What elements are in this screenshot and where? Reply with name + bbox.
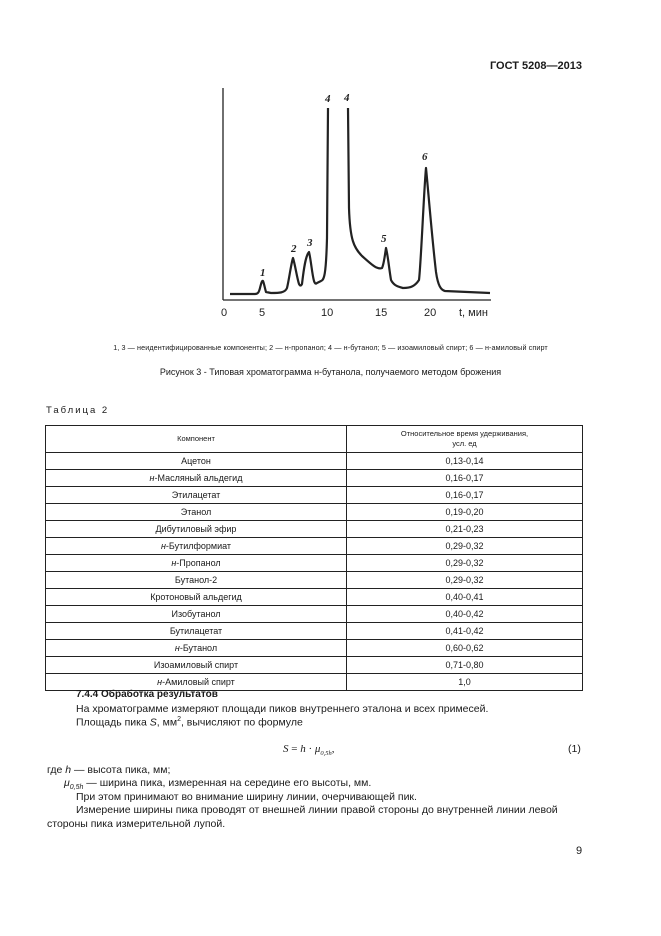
table-row xyxy=(46,606,583,623)
table-row xyxy=(46,572,583,589)
table-row xyxy=(46,640,583,657)
tick-label-20: 20 xyxy=(424,307,437,319)
peak-label-3: 3 xyxy=(307,237,313,249)
mu-definition: $\mu_{0,5h}$ — ширина пика, измеренная на середине его высоты, мм. xyxy=(64,777,372,792)
table-row xyxy=(46,657,583,674)
retention-time-cell: 0,29-0,32 xyxy=(347,572,583,589)
chromatogram-trace xyxy=(230,108,490,294)
peak-label-2: 2 xyxy=(291,243,297,255)
formula: $S = h \cdot \mu_{0,5h}$, xyxy=(283,743,335,758)
component-name-cell: н-Бутанол xyxy=(46,640,347,657)
table-row xyxy=(46,453,583,470)
retention-time-cell: 0,41-0,42 xyxy=(347,623,583,640)
paragraph-4-line-2: стороны пика измерительной лупой. xyxy=(47,818,226,830)
component-name-cell: Кротоновый альдегид xyxy=(46,589,347,606)
component-name-cell: Изобутанол xyxy=(46,606,347,623)
retention-time-cell: 0,60-0,62 xyxy=(347,640,583,657)
component-name-cell: Изоамиловый спирт xyxy=(46,657,347,674)
table-row xyxy=(46,623,583,640)
tick-label-10: 10 xyxy=(321,307,334,319)
standard-header: ГОСТ 5208—2013 xyxy=(489,60,582,72)
retention-time-cell: 0,29-0,32 xyxy=(347,555,583,572)
table-header-row xyxy=(46,426,583,453)
tick-label-5: 5 xyxy=(259,307,266,319)
section-title: 7.4.4 Обработка результатов xyxy=(76,689,218,700)
component-name-cell: н-Амиловый спирт xyxy=(46,674,347,691)
peak-label-1: 1 xyxy=(260,267,266,279)
retention-time-cell: 0,16-0,17 xyxy=(347,487,583,504)
peak-label-4a: 4 xyxy=(325,93,331,105)
axis-unit-label: t, мин xyxy=(459,307,488,319)
where-line: где h — высота пика, мм; xyxy=(47,764,171,776)
components-table xyxy=(45,425,583,691)
component-name-cell: н-Пропанол xyxy=(46,555,347,572)
table-row xyxy=(46,589,583,606)
table-row xyxy=(46,521,583,538)
table-row xyxy=(46,674,583,691)
table-row xyxy=(46,487,583,504)
retention-time-cell: 0,13-0,14 xyxy=(347,453,583,470)
component-name-cell: Бутанол-2 xyxy=(46,572,347,589)
paragraph-4-line-1: Измерение ширины пика проводят от внешней линии правой стороны до внутренней линии левой xyxy=(76,804,558,816)
component-name-cell: н-Масляный альдегид xyxy=(46,470,347,487)
retention-time-cell: 1,0 xyxy=(347,674,583,691)
component-name-cell: Дибутиловый эфир xyxy=(46,521,347,538)
header-retention-time: Относительное время удерживания, усл. ед xyxy=(347,426,583,453)
figure-legend: 1, 3 — неидентифицированные компоненты; 2 — н-пропанол; 4 — н-бутанол; 5 — изоамиловый спирт; 6 — н-амиловый спирт xyxy=(113,343,548,352)
table-row xyxy=(46,504,583,521)
retention-time-cell: 0,71-0,80 xyxy=(347,657,583,674)
paragraph-1: На хроматограмме измеряют площади пиков внутреннего эталона и всех примесей. xyxy=(76,703,489,715)
retention-time-cell: 0,19-0,20 xyxy=(347,504,583,521)
figure-title: Рисунок 3 - Типовая хроматограмма н-бутанола, получаемого методом брожения xyxy=(159,367,502,377)
component-name-cell: н-Бутилформиат xyxy=(46,538,347,555)
tick-label-0: 0 xyxy=(221,307,228,319)
component-name-cell: Бутилацетат xyxy=(46,623,347,640)
retention-time-cell: 0,16-0,17 xyxy=(347,470,583,487)
retention-time-cell: 0,40-0,42 xyxy=(347,606,583,623)
component-name-cell: Этанол xyxy=(46,504,347,521)
component-name-cell: Ацетон xyxy=(46,453,347,470)
peak-label-6: 6 xyxy=(422,151,428,163)
retention-time-cell: 0,21-0,23 xyxy=(347,521,583,538)
table-row xyxy=(46,555,583,572)
paragraph-2: Площадь пика S, $мм^2$, вычисляют по формуле xyxy=(76,716,303,729)
retention-time-cell: 0,29-0,32 xyxy=(347,538,583,555)
tick-label-15: 15 xyxy=(375,307,388,319)
paragraph-3: При этом принимают во внимание ширину линии, очерчивающей пик. xyxy=(76,791,417,803)
header-component: Компонент xyxy=(46,426,347,453)
peak-label-4b: 4 xyxy=(344,92,350,104)
table-row xyxy=(46,470,583,487)
equation-number: (1) xyxy=(568,743,581,755)
retention-time-cell: 0,40-0,41 xyxy=(347,589,583,606)
peak-label-5: 5 xyxy=(381,233,387,245)
component-name-cell: Этилацетат xyxy=(46,487,347,504)
table-label: Таблица 2 xyxy=(46,405,110,416)
page-number: 9 xyxy=(576,845,583,857)
chromatogram-figure xyxy=(205,88,505,323)
table-row xyxy=(46,538,583,555)
